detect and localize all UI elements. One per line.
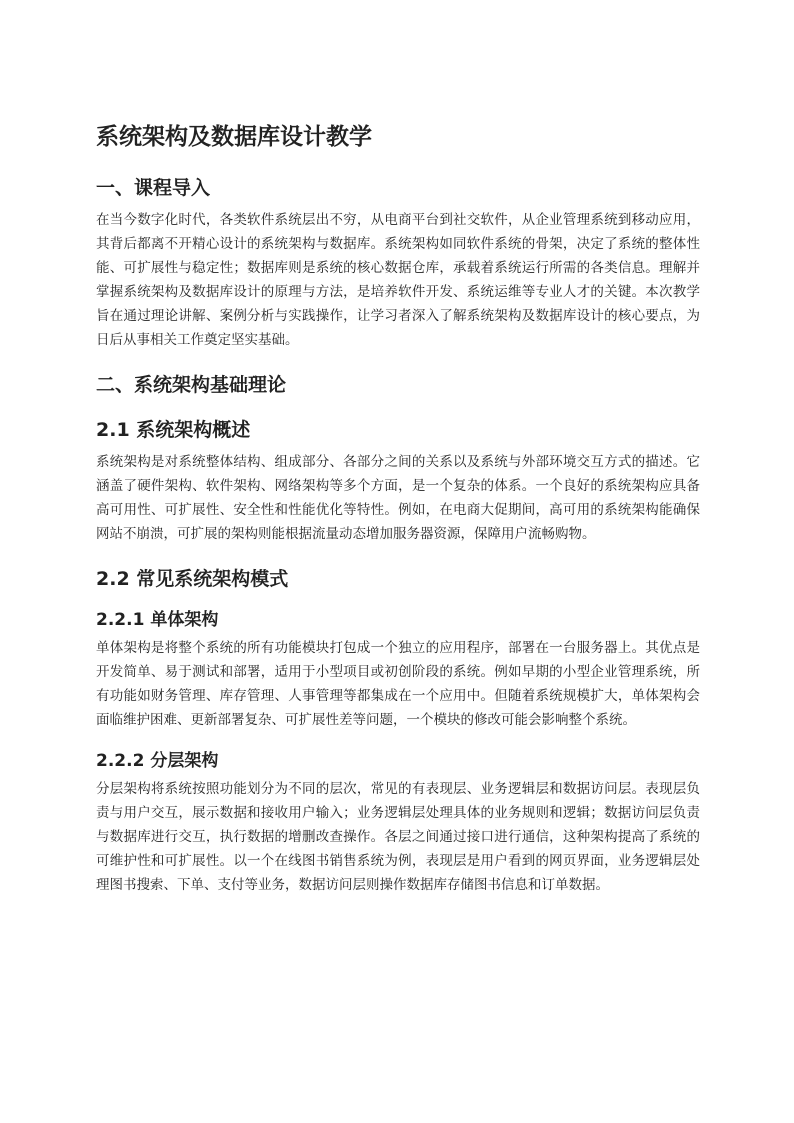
heading-architecture-overview: 2.1 系统架构概述 <box>96 419 251 441</box>
heading-monolithic: 2.2.1 单体架构 <box>96 610 219 630</box>
paragraph-course-intro: 在当今数字化时代，各类软件系统层出不穷，从电商平台到社交软件，从企业管理系统到移动应用，其背后都离不开精心设计的系统架构与数据库。系统架构如同软件系统的骨架，决定了系统的整体性能、可扩展性与稳定性；数据库则是系统的核心数据仓库，承载着系统运行所需的各类信息。理解并掌握系统架构及数据库设计的原理与方法，是培养软件开发、系统运维等专业人才的关键。本次教学旨在通过理论讲解、案例分析与实践操作，让学习者深入了解系统架构及数据库设计的核心要点，为日后从事相关工作奠定坚实基础。 <box>96 212 700 348</box>
document-title: 系统架构及数据库设计教学 <box>96 124 372 150</box>
heading-layered: 2.2.2 分层架构 <box>96 751 219 771</box>
paragraph-layered: 分层架构将系统按照功能划分为不同的层次，常见的有表现层、业务逻辑层和数据访问层。表现层负责与用户交互，展示数据和接收用户输入；业务逻辑层处理具体的业务规则和逻辑；数据访问层负责与数据库进行交互，执行数据的增删改查操作。各层之间通过接口进行通信，这种架构提高了系统的可维护性和可扩展性。以一个在线图书销售系统为例，表现层是用户看到的网页界面，业务逻辑层处理图书搜索、下单、支付等业务，数据访问层则操作数据库存储图书信息和订单数据。 <box>96 781 700 893</box>
heading-common-patterns: 2.2 常见系统架构模式 <box>96 568 289 590</box>
paragraph-monolithic: 单体架构是将整个系统的所有功能模块打包成一个独立的应用程序，部署在一台服务器上。其优点是开发简单、易于测试和部署，适用于小型项目或初创阶段的系统。例如早期的小型企业管理系统，所有功能如财务管理、库存管理、人事管理等都集成在一个应用中。但随着系统规模扩大，单体架构会面临维护困难、更新部署复杂、可扩展性差等问题，一个模块的修改可能会影响整个系统。 <box>96 640 700 728</box>
heading-architecture-basics: 二、系统架构基础理论 <box>96 374 287 396</box>
paragraph-architecture-overview: 系统架构是对系统整体结构、组成部分、各部分之间的关系以及系统与外部环境交互方式的描述。它涵盖了硬件架构、软件架构、网络架构等多个方面，是一个复杂的体系。一个良好的系统架构应具备高可用性、可扩展性、安全性和性能优化等特性。例如，在电商大促期间，高可用的系统架构能确保网站不崩溃，可扩展的架构则能根据流量动态增加服务器资源，保障用户流畅购物。 <box>96 454 700 542</box>
heading-course-intro: 一、课程导入 <box>96 177 211 199</box>
